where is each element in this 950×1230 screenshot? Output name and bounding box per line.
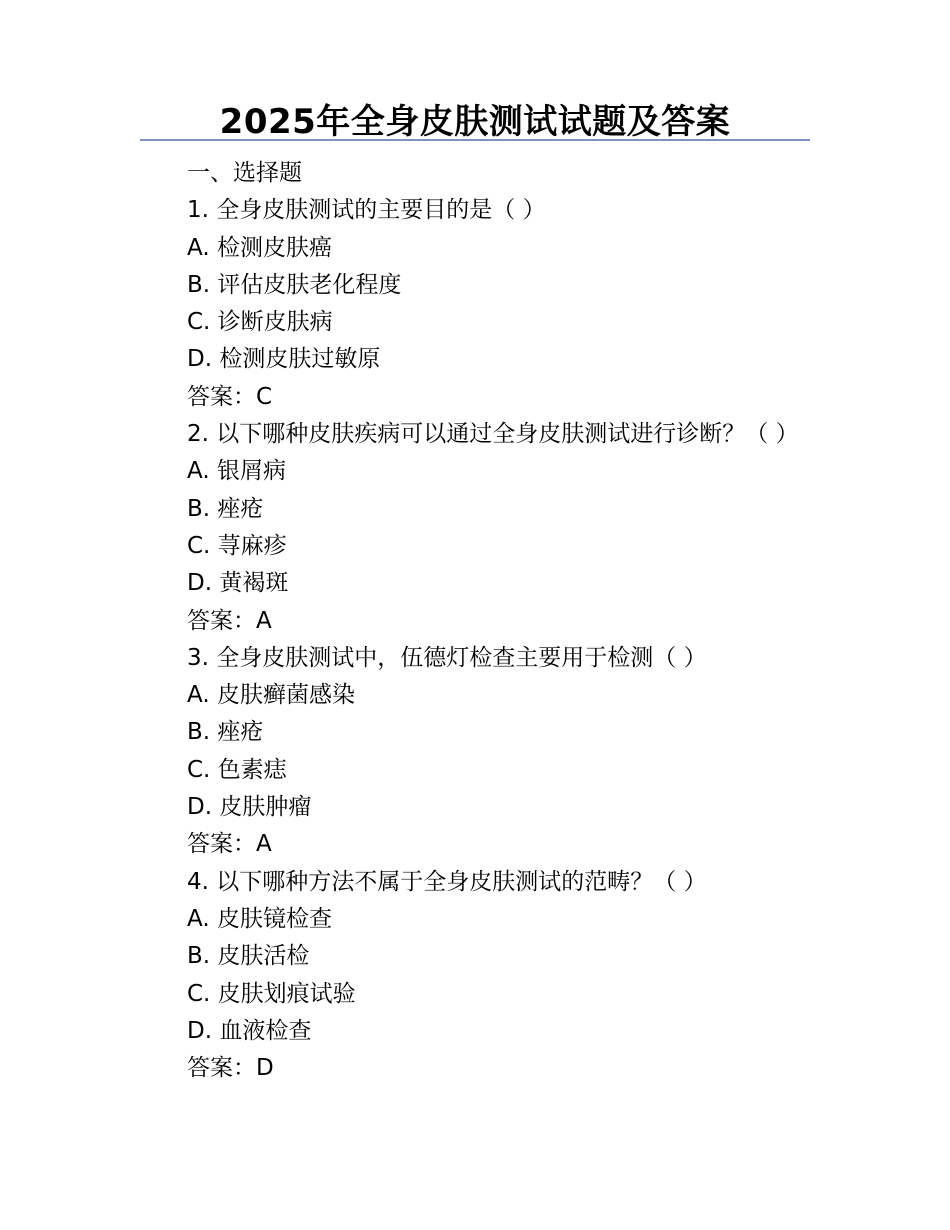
question-1-option-c: C. 诊断皮肤病: [187, 309, 333, 336]
question-2-option-c: C. 荨麻疹: [187, 532, 287, 559]
question-3-option-d: D. 皮肤肿瘤: [187, 794, 312, 821]
question-3-stem: 3. 全身皮肤测试中，伍德灯检查主要用于检测（ ）: [187, 644, 707, 671]
title-underline: [140, 139, 810, 141]
question-1-option-b: B. 评估皮肤老化程度: [187, 271, 402, 298]
question-3-option-b: B. 痤疮: [187, 719, 264, 746]
section-heading: 一、选择题: [187, 160, 302, 186]
document-body: [140, 155, 812, 1087]
question-4-option-c: C. 皮肤划痕试验: [187, 980, 356, 1007]
question-2-option-a: A. 银屑病: [187, 458, 286, 485]
question-1-option-d: D. 检测皮肤过敏原: [187, 346, 381, 373]
question-4-option-a: A. 皮肤镜检查: [187, 905, 332, 932]
question-2-stem: 2. 以下哪种皮肤疾病可以通过全身皮肤测试进行诊断？（ ）: [187, 421, 799, 448]
question-4-option-d: D. 血液检查: [187, 1017, 312, 1044]
question-3-option-a: A. 皮肤癣菌感染: [187, 682, 355, 709]
question-1-stem: 1. 全身皮肤测试的主要目的是（ ）: [187, 197, 546, 224]
document-title: 2025年全身皮肤测试试题及答案: [219, 102, 731, 142]
question-1-answer: 答案：C: [187, 383, 273, 410]
question-2-option-b: B. 痤疮: [187, 495, 264, 522]
question-4-option-b: B. 皮肤活检: [187, 943, 310, 970]
question-1-option-a: A. 检测皮肤癌: [187, 234, 332, 261]
question-3-answer: 答案：A: [187, 831, 272, 858]
question-2-answer: 答案：A: [187, 607, 272, 634]
question-2-option-d: D. 黄褐斑: [187, 570, 289, 597]
question-3-option-c: C. 色素痣: [187, 756, 287, 783]
question-4-answer: 答案：D: [187, 1055, 274, 1082]
question-4-stem: 4. 以下哪种方法不属于全身皮肤测试的范畴？（ ）: [187, 868, 707, 895]
